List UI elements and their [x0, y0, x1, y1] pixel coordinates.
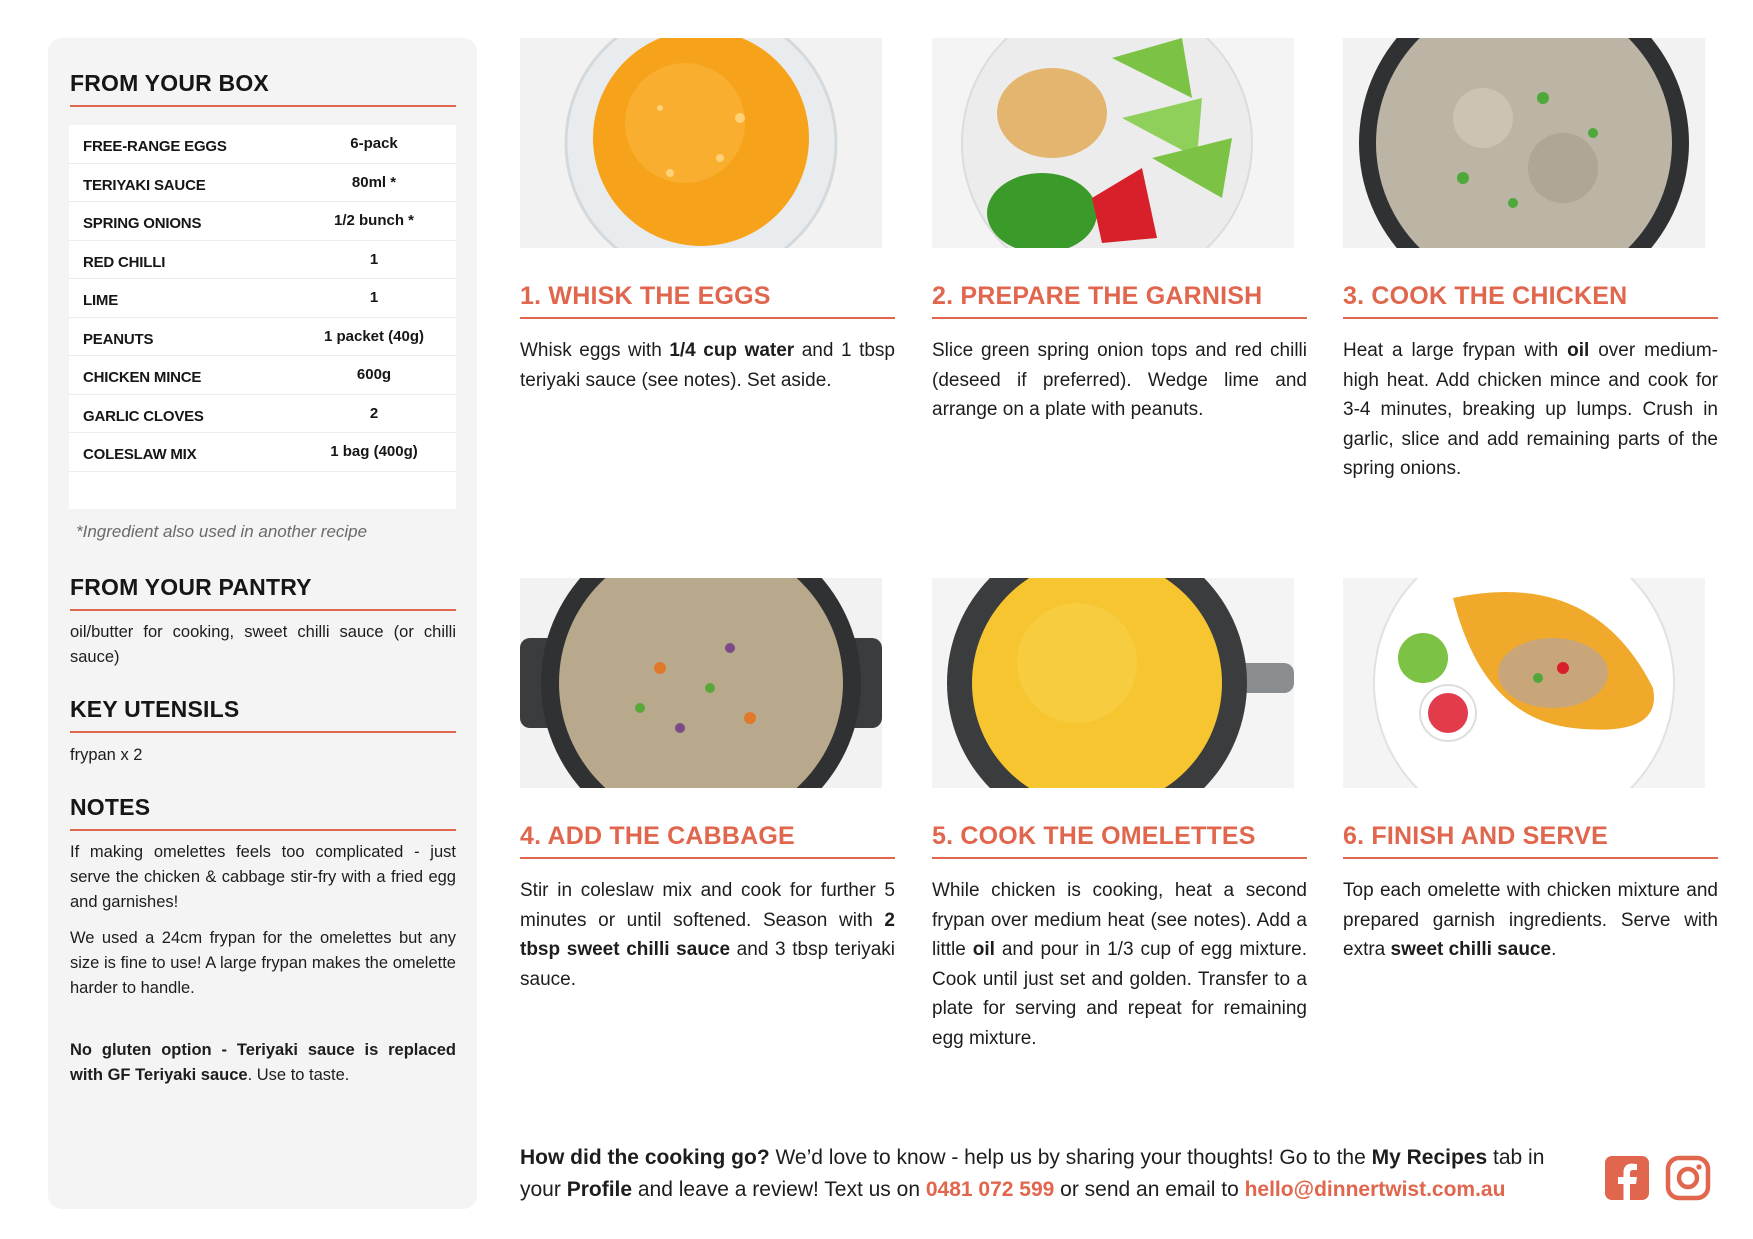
- step-1-title: 1. WHISK THE EGGS: [520, 282, 895, 319]
- table-row: [69, 279, 456, 318]
- my-recipes-link[interactable]: My Recipes: [1371, 1146, 1488, 1169]
- step-4-text: Stir in coleslaw mix and cook for further 5 minutes or until softened. Season with 2 tbsp sweet chilli sauce and 3 tbsp teriyaki sauce.: [520, 880, 895, 990]
- table-row: [69, 395, 456, 434]
- step-5-title: 5. COOK THE OMELETTES: [932, 822, 1307, 859]
- ingredient-qty: 80ml *: [351, 173, 397, 191]
- served-omelette-image: [1343, 578, 1705, 788]
- pantry-text: oil/butter for cooking, sweet chilli sauce (or chilli sauce): [70, 623, 456, 666]
- ingredient-qty: 1 bag (400g): [330, 443, 418, 460]
- table-row: [69, 433, 456, 472]
- step-1-text: Whisk eggs with 1/4 cup water and 1 tbsp teriyaki sauce (see notes). Set aside.: [520, 340, 895, 391]
- profile-link[interactable]: Profile: [566, 1178, 633, 1201]
- email-link[interactable]: hello@dinnertwist.com.au: [1244, 1178, 1506, 1201]
- notes-heading: NOTES: [70, 794, 456, 831]
- step-2-text: Slice green spring onion tops and red chilli (deseed if preferred). Wedge lime and arrange on a plate with peanuts.: [932, 340, 1307, 420]
- ingredient-qty: 600g: [356, 366, 392, 383]
- table-row: [69, 241, 456, 280]
- ingredient-name: PEANUTS: [83, 330, 154, 348]
- step-3-text: Heat a large frypan with oil over medium-high heat. Add chicken mince and cook for 3-4 minutes, breaking up lumps. Crush in garlic, slice and add remaining parts of the spring onions.: [1343, 340, 1718, 479]
- garnish-plate-image: [932, 38, 1294, 248]
- ingredient-name: SPRING ONIONS: [83, 215, 202, 232]
- utensils-text: frypan x 2: [70, 746, 143, 764]
- step-4-photo: [520, 578, 882, 788]
- feedback-footer: How did the cooking go? We’d love to know - help us by sharing your thoughts! Go to the My Recipes tab in your Profile and leave a review! Text us on 0481 072 599 or send an email to hello@dinnertwist.com.au: [520, 1146, 1545, 1201]
- sidebar-panel: [48, 38, 477, 1209]
- step-1-photo: [520, 38, 882, 248]
- ingredient-footnote: *Ingredient also used in another recipe: [76, 522, 368, 541]
- step-4-title: 4. ADD THE CABBAGE: [520, 822, 895, 859]
- ingredients-table: [69, 125, 456, 509]
- step-6-photo: [1343, 578, 1705, 788]
- step-6-title: 6. FINISH AND SERVE: [1343, 822, 1718, 859]
- notes-paragraph: If making omelettes feels too complicated - just serve the chicken & cabbage stir-fry with a fried egg and garnishes!: [70, 843, 456, 911]
- table-row: [69, 164, 456, 203]
- ingredient-name: FREE-RANGE EGGS: [83, 138, 227, 155]
- notes-gluten-option: [70, 1038, 456, 1088]
- phone-link[interactable]: 0481 072 599: [925, 1178, 1055, 1201]
- omelette-pan-image: [932, 578, 1294, 788]
- facebook-icon[interactable]: [1603, 1154, 1651, 1202]
- from-your-pantry-heading: FROM YOUR PANTRY: [70, 574, 456, 611]
- notes-paragraph: We used a 24cm frypan for the omelettes but any size is fine to use! A large frypan makes the omelette harder to handle.: [70, 929, 456, 997]
- table-row: [69, 202, 456, 241]
- gluten-option-rest: . Use to taste.: [247, 1066, 350, 1084]
- step-3-photo: [1343, 38, 1705, 248]
- ingredient-name: RED CHILLI: [83, 253, 166, 271]
- ingredient-name: GARLIC CLOVES: [83, 407, 204, 425]
- table-row: [69, 318, 456, 357]
- step-2-title: 2. PREPARE THE GARNISH: [932, 282, 1307, 319]
- ingredient-qty: 2: [369, 404, 379, 422]
- ingredient-qty: 1: [369, 250, 379, 268]
- ingredient-qty: 6-pack: [350, 135, 398, 152]
- ingredient-name: CHICKEN MINCE: [83, 369, 202, 386]
- step-5-photo: [932, 578, 1294, 788]
- whisked-eggs-image: [520, 38, 882, 248]
- ingredient-qty: 1/2 bunch *: [333, 212, 415, 229]
- ingredient-name: COLESLAW MIX: [83, 446, 197, 463]
- cabbage-stirfry-image: [520, 578, 882, 788]
- ingredient-name: TERIYAKI SAUCE: [83, 176, 206, 194]
- gluten-option-bold: No gluten option - Teriyaki sauce is replaced with GF Teriyaki sauce: [70, 1041, 456, 1084]
- table-row: [69, 125, 456, 164]
- instagram-icon[interactable]: [1664, 1154, 1712, 1202]
- ingredient-qty: 1: [369, 289, 379, 306]
- feedback-question: How did the cooking go?: [520, 1146, 770, 1169]
- table-row: [69, 356, 456, 395]
- step-2-photo: [932, 38, 1294, 248]
- step-5-text: While chicken is cooking, heat a second frypan over medium heat (see notes). Add a little oil and pour in 1/3 cup of egg mixture. Cook until just set and golden. Transfer to a plate for serving and repeat for remaining egg mixture.: [932, 880, 1307, 1049]
- from-your-box-heading: FROM YOUR BOX: [70, 70, 456, 107]
- key-utensils-heading: KEY UTENSILS: [70, 696, 456, 733]
- ingredient-qty: 1 packet (40g): [323, 327, 425, 345]
- ingredient-name: LIME: [83, 292, 119, 309]
- step-3-title: 3. COOK THE CHICKEN: [1343, 282, 1718, 319]
- step-6-text: Top each omelette with chicken mixture and prepared garnish ingredients. Serve with extra sweet chilli sauce.: [1343, 880, 1718, 960]
- cooked-chicken-image: [1343, 38, 1705, 248]
